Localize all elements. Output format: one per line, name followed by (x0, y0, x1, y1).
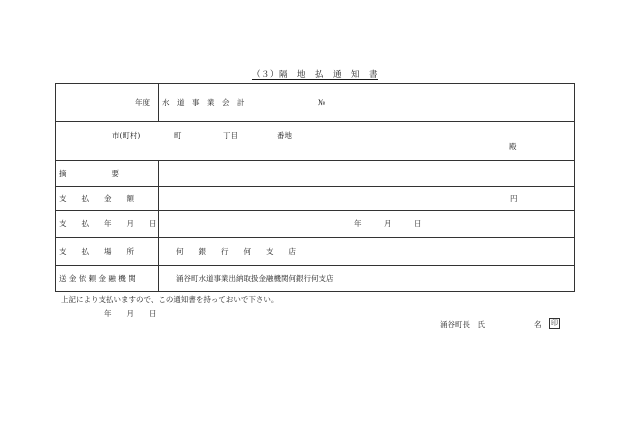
address-chome: 丁目 (223, 131, 238, 140)
address-town: 町 (174, 131, 182, 140)
issuer-title: 涌谷町長 氏 (440, 320, 485, 329)
amount-label: 支 払 金 額 (59, 194, 134, 203)
title-main: 隔 地 払 通 知 書 (279, 70, 379, 80)
name-label: 名 (534, 320, 542, 329)
row-divider (55, 160, 575, 161)
title-prefix: （３） (251, 70, 279, 80)
row-divider (55, 265, 575, 266)
account-name: 水 道 事 業 会 計 (162, 98, 245, 107)
row-divider (55, 237, 575, 238)
row-divider (55, 210, 575, 211)
remittance-bank-label: 送 金 依 頼 金 融 機 関 (59, 274, 136, 283)
row-divider (55, 121, 575, 122)
remittance-bank-value: 涌谷町水道事業出納取扱金融機関何銀行何支店 (176, 274, 334, 283)
payment-date-value: 年 月 日 (354, 219, 422, 228)
payment-place-label: 支 払 場 所 (59, 247, 134, 256)
form-table (55, 83, 575, 292)
honorific: 殿 (509, 142, 517, 151)
row-divider (55, 186, 575, 187)
amount-unit: 円 (510, 194, 518, 203)
payment-date-label: 支 払 年 月 日 (59, 219, 157, 228)
address-banchi: 番地 (277, 131, 292, 140)
address-city: 市(町村) (112, 131, 141, 140)
number-label: № (318, 98, 326, 107)
notice-text: 上記により支払いますので、この通知書を持っておいで下さい。 (61, 295, 279, 304)
summary-label: 摘 要 (59, 169, 119, 178)
column-divider (158, 160, 159, 292)
document-title (0, 68, 630, 80)
payment-place-value: 何 銀 行 何 支 店 (176, 247, 296, 256)
column-divider (158, 83, 159, 121)
seal-stamp: 印 (551, 319, 558, 327)
issue-date: 年 月 日 (104, 309, 157, 318)
fiscal-year-label: 年度 (135, 98, 150, 107)
